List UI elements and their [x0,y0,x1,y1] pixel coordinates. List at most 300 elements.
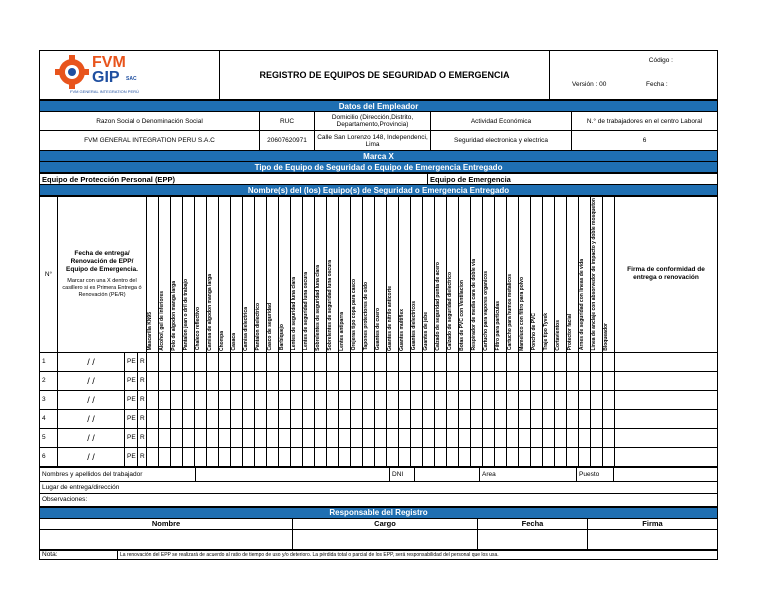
row-item-cell[interactable] [483,409,495,428]
row-item-cell[interactable] [591,428,603,447]
row-item-cell[interactable] [567,409,579,428]
row-item-cell[interactable] [543,447,555,466]
item-label: Botas de PVC con Ventilacion [459,279,465,351]
row-item-cell[interactable] [363,409,375,428]
item-label: Lentes de seguridad luna clara [291,277,297,351]
row-item-cell[interactable] [459,352,471,371]
table-row [40,428,718,447]
row-item-cell[interactable] [183,390,195,409]
row-item-cell[interactable] [447,428,459,447]
row-item-cell[interactable] [279,428,291,447]
row-item-cell[interactable] [243,428,255,447]
row-firma-cell[interactable] [615,371,718,390]
row-item-cell[interactable] [507,371,519,390]
row-item-cell[interactable] [579,390,591,409]
row-item-cell[interactable] [471,390,483,409]
row-item-cell[interactable] [279,371,291,390]
row-item-cell[interactable] [603,447,615,466]
row-item-cell[interactable] [399,371,411,390]
row-number: 2 [40,371,58,390]
row-pe-checkbox[interactable]: PE [125,352,138,371]
row-item-cell[interactable] [555,447,567,466]
row-fecha[interactable]: / / [58,352,125,371]
row-number: 4 [40,409,58,428]
item-label: Linea de anclaje con absorvedor de impacto y doble mosqueton [591,198,597,351]
item-label: Traje tipo Tyvek [543,313,549,351]
row-r-checkbox[interactable]: R [138,352,147,371]
row-item-cell[interactable] [231,390,243,409]
row-item-cell[interactable] [447,447,459,466]
row-item-cell[interactable] [231,447,243,466]
row-item-cell[interactable] [339,371,351,390]
row-item-cell[interactable] [531,371,543,390]
row-item-cell[interactable] [159,447,171,466]
row-r-checkbox[interactable]: R [138,371,147,390]
row-item-cell[interactable] [435,371,447,390]
row-item-cell[interactable] [579,371,591,390]
item-label: Camisa de algodon manga larga [207,273,213,351]
row-item-cell[interactable] [303,447,315,466]
row-firma-cell[interactable] [615,352,718,371]
row-item-cell[interactable] [603,390,615,409]
item-header [183,197,195,353]
row-pe-checkbox[interactable]: PE [125,428,138,447]
item-label: Sobrelentes de seguridad luna oscura [327,259,333,351]
row-item-cell[interactable] [279,390,291,409]
row-item-cell[interactable] [219,409,231,428]
item-header [435,197,447,353]
row-item-cell[interactable] [255,428,267,447]
row-item-cell[interactable] [327,390,339,409]
row-item-cell[interactable] [291,447,303,466]
row-item-cell[interactable] [411,428,423,447]
row-item-cell[interactable] [411,352,423,371]
worker-puesto-field[interactable] [614,467,718,481]
row-item-cell[interactable] [291,390,303,409]
row-item-cell[interactable] [483,352,495,371]
row-item-cell[interactable] [159,428,171,447]
row-item-cell[interactable] [363,352,375,371]
row-item-cell[interactable] [483,428,495,447]
row-item-cell[interactable] [327,447,339,466]
row-item-cell[interactable] [519,390,531,409]
row-item-cell[interactable] [183,352,195,371]
row-item-cell[interactable] [567,447,579,466]
row-item-cell[interactable] [447,371,459,390]
row-item-cell[interactable] [507,447,519,466]
row-firma-cell[interactable] [615,390,718,409]
row-item-cell[interactable] [171,352,183,371]
row-item-cell[interactable] [483,371,495,390]
resp-fecha-field[interactable] [478,529,588,549]
row-item-cell[interactable] [411,447,423,466]
row-r-checkbox[interactable]: R [138,428,147,447]
row-item-cell[interactable] [243,409,255,428]
row-item-cell[interactable] [579,428,591,447]
row-item-cell[interactable] [315,371,327,390]
logo-caption: FVM GENERAL INTEGRATION PERÚ [70,89,139,94]
row-item-cell[interactable] [303,352,315,371]
row-item-cell[interactable] [195,409,207,428]
row-item-cell[interactable] [363,428,375,447]
row-item-cell[interactable] [195,428,207,447]
row-item-cell[interactable] [303,409,315,428]
row-item-cell[interactable] [459,447,471,466]
row-item-cell[interactable] [423,428,435,447]
resp-firma-label: Firma [588,518,718,529]
row-item-cell[interactable] [327,371,339,390]
row-fecha[interactable]: / / [58,371,125,390]
row-pe-checkbox[interactable]: PE [125,390,138,409]
row-item-cell[interactable] [435,447,447,466]
item-label: Poncho de PVC [531,313,537,351]
row-item-cell[interactable] [423,352,435,371]
item-header [423,197,435,353]
row-item-cell[interactable] [459,371,471,390]
row-item-cell[interactable] [351,390,363,409]
col-fecha-title: Fecha de entrega/ Renovación de EPP/ Equipo de Emergencia. [66,249,138,273]
row-item-cell[interactable] [543,428,555,447]
row-number: 1 [40,352,58,371]
row-item-cell[interactable] [303,428,315,447]
row-item-cell[interactable] [171,390,183,409]
row-item-cell[interactable] [207,409,219,428]
row-item-cell[interactable] [303,390,315,409]
row-item-cell[interactable] [351,447,363,466]
label-ruc: RUC [260,112,315,131]
row-item-cell[interactable] [339,390,351,409]
row-item-cell[interactable] [531,409,543,428]
row-pe-checkbox[interactable]: PE [125,371,138,390]
row-item-cell[interactable] [603,352,615,371]
row-item-cell[interactable] [219,352,231,371]
row-item-cell[interactable] [363,447,375,466]
row-item-cell[interactable] [315,447,327,466]
row-item-cell[interactable] [147,371,159,390]
resp-nombre-field[interactable] [40,529,293,549]
row-item-cell[interactable] [375,447,387,466]
row-item-cell[interactable] [279,352,291,371]
row-item-cell[interactable] [147,352,159,371]
row-item-cell[interactable] [243,447,255,466]
row-item-cell[interactable] [387,352,399,371]
row-item-cell[interactable] [207,428,219,447]
row-item-cell[interactable] [255,371,267,390]
row-item-cell[interactable] [243,352,255,371]
row-item-cell[interactable] [579,447,591,466]
row-item-cell[interactable] [171,371,183,390]
row-item-cell[interactable] [159,352,171,371]
worker-nombres-field[interactable] [196,467,390,481]
row-item-cell[interactable] [387,390,399,409]
row-item-cell[interactable] [159,371,171,390]
row-item-cell[interactable] [267,409,279,428]
row-r-checkbox[interactable]: R [138,390,147,409]
row-item-cell[interactable] [399,428,411,447]
row-item-cell[interactable] [315,409,327,428]
row-item-cell[interactable] [555,371,567,390]
responsable-header: Responsable del Registro [40,507,718,518]
row-item-cell[interactable] [471,447,483,466]
row-item-cell[interactable] [507,352,519,371]
row-item-cell[interactable] [171,428,183,447]
row-item-cell[interactable] [183,428,195,447]
row-item-cell[interactable] [339,352,351,371]
row-item-cell[interactable] [567,371,579,390]
row-item-cell[interactable] [351,352,363,371]
row-item-cell[interactable] [435,390,447,409]
row-item-cell[interactable] [387,371,399,390]
row-item-cell[interactable] [375,428,387,447]
row-item-cell[interactable] [399,390,411,409]
row-item-cell[interactable] [495,390,507,409]
row-item-cell[interactable] [267,428,279,447]
row-item-cell[interactable] [411,409,423,428]
row-fecha[interactable]: / / [58,447,125,466]
item-label: Guantes dielectricos [411,301,417,351]
resp-cargo-label: Cargo [293,518,478,529]
row-item-cell[interactable] [339,428,351,447]
row-item-cell[interactable] [243,371,255,390]
logo-cell [40,51,220,100]
row-item-cell[interactable] [291,352,303,371]
row-item-cell[interactable] [375,390,387,409]
row-item-cell[interactable] [603,371,615,390]
row-item-cell[interactable] [339,447,351,466]
row-item-cell[interactable] [351,371,363,390]
item-label: Casco de seguridad [267,303,273,351]
row-item-cell[interactable] [495,409,507,428]
row-item-cell[interactable] [423,447,435,466]
row-item-cell[interactable] [483,390,495,409]
row-item-cell[interactable] [603,409,615,428]
row-item-cell[interactable] [267,447,279,466]
row-item-cell[interactable] [327,352,339,371]
row-item-cell[interactable] [147,390,159,409]
row-item-cell[interactable] [147,428,159,447]
row-item-cell[interactable] [303,371,315,390]
item-header [495,197,507,353]
row-item-cell[interactable] [519,352,531,371]
row-item-cell[interactable] [507,428,519,447]
row-item-cell[interactable] [387,409,399,428]
row-firma-cell[interactable] [615,409,718,428]
item-label: Cartucho para vapores organicos [483,270,489,351]
row-item-cell[interactable] [291,409,303,428]
row-item-cell[interactable] [147,447,159,466]
row-item-cell[interactable] [435,428,447,447]
row-item-cell[interactable] [591,447,603,466]
item-header [543,197,555,353]
row-r-checkbox[interactable]: R [138,409,147,428]
nota-table [39,550,718,560]
row-item-cell[interactable] [579,409,591,428]
row-item-cell[interactable] [519,409,531,428]
row-item-cell[interactable] [159,390,171,409]
row-item-cell[interactable] [603,428,615,447]
row-item-cell[interactable] [459,409,471,428]
row-item-cell[interactable] [255,409,267,428]
row-r-checkbox[interactable]: R [138,447,147,466]
row-item-cell[interactable] [555,390,567,409]
row-item-cell[interactable] [435,352,447,371]
row-fecha[interactable]: / / [58,390,125,409]
row-item-cell[interactable] [279,409,291,428]
row-item-cell[interactable] [219,390,231,409]
row-item-cell[interactable] [471,428,483,447]
row-firma-cell[interactable] [615,447,718,466]
row-item-cell[interactable] [159,409,171,428]
row-item-cell[interactable] [543,390,555,409]
row-item-cell[interactable] [315,428,327,447]
row-item-cell[interactable] [231,428,243,447]
row-item-cell[interactable] [363,390,375,409]
row-item-cell[interactable] [195,447,207,466]
row-item-cell[interactable] [267,352,279,371]
row-item-cell[interactable] [171,447,183,466]
row-item-cell[interactable] [411,371,423,390]
row-item-cell[interactable] [183,371,195,390]
row-item-cell[interactable] [315,390,327,409]
row-item-cell[interactable] [375,371,387,390]
row-item-cell[interactable] [495,371,507,390]
row-item-cell[interactable] [267,390,279,409]
row-item-cell[interactable] [387,428,399,447]
row-item-cell[interactable] [375,409,387,428]
row-item-cell[interactable] [423,390,435,409]
row-item-cell[interactable] [243,390,255,409]
row-item-cell[interactable] [423,371,435,390]
row-item-cell[interactable] [543,371,555,390]
row-item-cell[interactable] [195,352,207,371]
row-item-cell[interactable] [495,352,507,371]
row-item-cell[interactable] [471,352,483,371]
row-item-cell[interactable] [351,428,363,447]
row-item-cell[interactable] [291,428,303,447]
row-item-cell[interactable] [279,447,291,466]
row-item-cell[interactable] [531,447,543,466]
row-item-cell[interactable] [555,352,567,371]
row-item-cell[interactable] [591,352,603,371]
row-item-cell[interactable] [351,409,363,428]
row-item-cell[interactable] [375,352,387,371]
row-item-cell[interactable] [507,390,519,409]
row-item-cell[interactable] [219,371,231,390]
item-label: Lentes de seguridad luna oscura [303,272,309,351]
row-item-cell[interactable] [435,409,447,428]
row-item-cell[interactable] [531,428,543,447]
row-item-cell[interactable] [327,428,339,447]
row-item-cell[interactable] [495,447,507,466]
row-pe-checkbox[interactable]: PE [125,409,138,428]
row-fecha[interactable]: / / [58,428,125,447]
resp-cargo-field[interactable] [293,529,478,549]
row-item-cell[interactable] [591,409,603,428]
row-item-cell[interactable] [471,409,483,428]
row-item-cell[interactable] [519,371,531,390]
row-item-cell[interactable] [507,409,519,428]
row-item-cell[interactable] [591,390,603,409]
row-item-cell[interactable] [543,352,555,371]
row-item-cell[interactable] [183,447,195,466]
row-item-cell[interactable] [207,352,219,371]
row-item-cell[interactable] [183,409,195,428]
item-label: Mameluco con filtro para polvo [519,276,525,351]
row-item-cell[interactable] [231,352,243,371]
responsable-table [39,507,718,550]
item-header [363,197,375,353]
row-item-cell[interactable] [207,371,219,390]
row-item-cell[interactable] [339,409,351,428]
row-item-cell[interactable] [255,352,267,371]
row-item-cell[interactable] [567,352,579,371]
row-item-cell[interactable] [399,409,411,428]
row-item-cell[interactable] [459,390,471,409]
row-item-cell[interactable] [447,390,459,409]
row-firma-cell[interactable] [615,428,718,447]
row-item-cell[interactable] [591,371,603,390]
row-fecha[interactable]: / / [58,409,125,428]
row-item-cell[interactable] [231,409,243,428]
row-item-cell[interactable] [459,428,471,447]
row-item-cell[interactable] [555,428,567,447]
nota-label: Nota: [40,550,118,559]
worker-dni-field[interactable] [415,467,480,481]
row-item-cell[interactable] [447,352,459,371]
row-item-cell[interactable] [315,352,327,371]
value-domicilio: Calle San Lorenzo 148, Independenci, Lima [315,131,431,151]
row-item-cell[interactable] [399,352,411,371]
row-item-cell[interactable] [147,409,159,428]
row-item-cell[interactable] [567,390,579,409]
row-item-cell[interactable] [195,390,207,409]
row-item-cell[interactable] [411,390,423,409]
row-item-cell[interactable] [555,409,567,428]
row-item-cell[interactable] [387,447,399,466]
row-item-cell[interactable] [291,371,303,390]
row-item-cell[interactable] [579,352,591,371]
row-item-cell[interactable] [267,371,279,390]
row-item-cell[interactable] [567,428,579,447]
row-item-cell[interactable] [207,390,219,409]
row-item-cell[interactable] [207,447,219,466]
row-item-cell[interactable] [531,352,543,371]
row-item-cell[interactable] [327,409,339,428]
row-item-cell[interactable] [483,447,495,466]
resp-firma-field[interactable] [588,529,718,549]
row-item-cell[interactable] [231,371,243,390]
header-table [39,50,718,100]
row-item-cell[interactable] [363,371,375,390]
row-item-cell[interactable] [531,390,543,409]
row-item-cell[interactable] [195,371,207,390]
row-item-cell[interactable] [543,409,555,428]
row-pe-checkbox[interactable]: PE [125,447,138,466]
row-number: 6 [40,447,58,466]
row-item-cell[interactable] [447,409,459,428]
row-item-cell[interactable] [471,371,483,390]
row-item-cell[interactable] [519,428,531,447]
row-item-cell[interactable] [255,447,267,466]
row-item-cell[interactable] [219,447,231,466]
row-item-cell[interactable] [423,409,435,428]
row-item-cell[interactable] [219,428,231,447]
row-item-cell[interactable] [495,428,507,447]
row-item-cell[interactable] [519,447,531,466]
row-item-cell[interactable] [399,447,411,466]
row-item-cell[interactable] [171,409,183,428]
row-item-cell[interactable] [255,390,267,409]
